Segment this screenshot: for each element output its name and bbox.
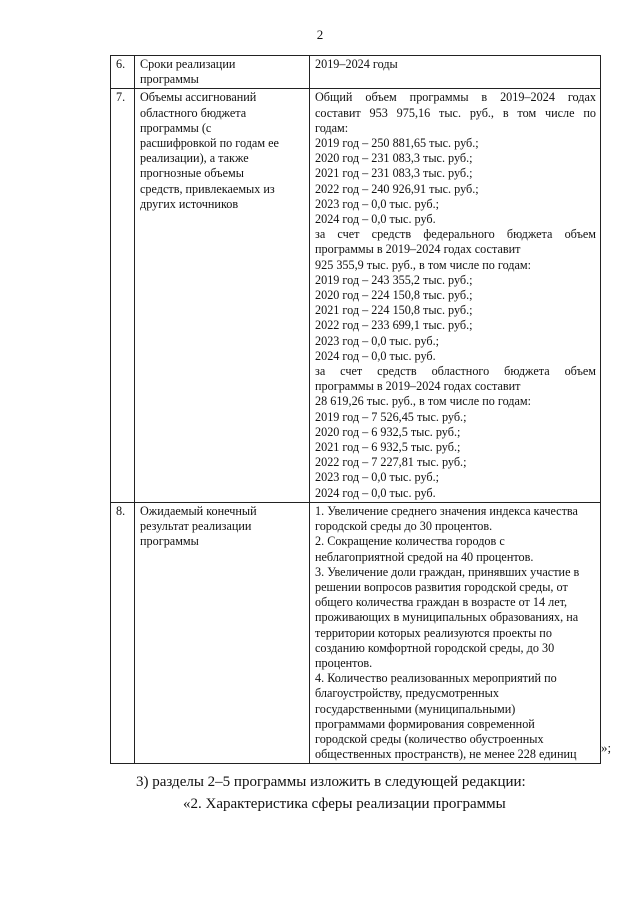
amendment-item-3: 3) разделы 2–5 программы изложить в следующей редакции: bbox=[136, 774, 526, 790]
value-line: 1. Увеличение среднего значения индекса качества bbox=[315, 503, 578, 518]
value-line: программы в 2019–2024 годах составит bbox=[315, 379, 521, 394]
value-line: созданию комфортной городской среды, до 30 bbox=[315, 640, 555, 655]
label-line: других источников bbox=[140, 196, 239, 211]
row-number: 7. bbox=[111, 89, 135, 502]
value-line: 2022 год – 233 699,1 тыс. руб.; bbox=[315, 318, 473, 333]
value-line: общего количества граждан в возрасте от 14 лет, bbox=[315, 595, 568, 610]
value-line: за счет средств областного бюджета объем bbox=[315, 364, 596, 379]
row-value bbox=[310, 56, 601, 89]
value-line: 2021 год – 224 150,8 тыс. руб.; bbox=[315, 303, 473, 318]
table-row bbox=[111, 89, 601, 502]
value-line: 2024 год – 0,0 тыс. руб. bbox=[315, 485, 436, 500]
value-line: общественных пространств), не менее 228 единиц bbox=[315, 747, 577, 762]
value-line: процентов. bbox=[315, 655, 373, 670]
value-line: 4. Количество реализованных мероприятий по bbox=[315, 671, 557, 686]
value-line: 3. Увеличение доли граждан, принявших участие в bbox=[315, 564, 580, 579]
value-line: 2021 год – 6 932,5 тыс. руб.; bbox=[315, 440, 461, 455]
value-line: за счет средств федерального бюджета объем bbox=[315, 227, 596, 242]
program-passport-table bbox=[110, 55, 601, 764]
value-line: городской среды (количество обустроенных bbox=[315, 731, 544, 746]
value-line: 2024 год – 0,0 тыс. руб. bbox=[315, 348, 436, 363]
row-label bbox=[135, 56, 310, 89]
value-line: составит 953 975,16 тыс. руб., в том числе по bbox=[315, 105, 596, 120]
value-line: 2. Сокращение количества городов с bbox=[315, 534, 505, 549]
value-line: 2020 год – 6 932,5 тыс. руб.; bbox=[315, 424, 461, 439]
row-value bbox=[310, 89, 601, 502]
label-line: реализации), а также bbox=[140, 151, 249, 166]
label-line: расшифровкой по годам ее bbox=[140, 136, 279, 151]
row-number: 6. bbox=[111, 56, 135, 89]
label-line: прогнозные объемы bbox=[140, 166, 244, 181]
label-line: программы (с bbox=[140, 120, 212, 135]
value-line: 2021 год – 231 083,3 тыс. руб.; bbox=[315, 166, 473, 181]
value-line: 2019 год – 243 355,2 тыс. руб.; bbox=[315, 272, 473, 287]
label-line: Объемы ассигнований bbox=[140, 90, 257, 105]
page-number: 2 bbox=[316, 27, 324, 42]
row-value bbox=[310, 502, 601, 763]
label-line: Ожидаемый конечный bbox=[140, 503, 257, 518]
value-line: неблагоприятной средой на 40 процентов. bbox=[315, 549, 534, 564]
row-label bbox=[135, 502, 310, 763]
label-line: Сроки реализации bbox=[140, 57, 236, 71]
section-heading: «2. Характеристика сферы реализации программы bbox=[183, 796, 506, 812]
value-line: территории которых реализуются проекты по bbox=[315, 625, 552, 640]
value-line: 2020 год – 231 083,3 тыс. руб.; bbox=[315, 151, 473, 166]
value-line: программами формирования современной bbox=[315, 716, 535, 731]
value-line: городской среды до 30 процентов. bbox=[315, 519, 493, 534]
value-line: 2023 год – 0,0 тыс. руб.; bbox=[315, 196, 440, 211]
value-line: Общий объем программы в 2019–2024 годах bbox=[315, 90, 596, 105]
row-number: 8. bbox=[111, 502, 135, 763]
value-line: 2020 год – 224 150,8 тыс. руб.; bbox=[315, 288, 473, 303]
value-line: решении вопросов развития городской среды, от bbox=[315, 579, 568, 594]
value-line: 2019 год – 250 881,65 тыс. руб.; bbox=[315, 136, 479, 151]
table-row bbox=[111, 56, 601, 89]
value-line: 2024 год – 0,0 тыс. руб. bbox=[315, 212, 436, 227]
value-line: 2023 год – 0,0 тыс. руб.; bbox=[315, 333, 440, 348]
table-row bbox=[111, 502, 601, 763]
value-line: 2023 год – 0,0 тыс. руб.; bbox=[315, 470, 440, 485]
value-line: 2019 год – 7 526,45 тыс. руб.; bbox=[315, 409, 467, 424]
value-line: 2019–2024 годы bbox=[315, 57, 398, 71]
value-line: годам: bbox=[315, 120, 349, 135]
value-line: благоустройству, предусмотренных bbox=[315, 686, 499, 701]
value-line: государственными (муниципальными) bbox=[315, 701, 516, 716]
label-line: программы bbox=[140, 72, 199, 87]
label-line: областного бюджета bbox=[140, 105, 247, 120]
value-line: проживающих в муниципальных образованиях, на bbox=[315, 610, 579, 625]
closing-quote: »; bbox=[601, 740, 612, 755]
value-line: 28 619,26 тыс. руб., в том числе по годам: bbox=[315, 394, 532, 409]
label-line: результат реализации bbox=[140, 519, 252, 534]
value-line: 2022 год – 7 227,81 тыс. руб.; bbox=[315, 455, 467, 470]
value-line: 2022 год – 240 926,91 тыс. руб.; bbox=[315, 181, 479, 196]
label-line: программы bbox=[140, 534, 199, 549]
label-line: средств, привлекаемых из bbox=[140, 181, 275, 196]
row-label bbox=[135, 89, 310, 502]
value-line: программы в 2019–2024 годах составит bbox=[315, 242, 521, 257]
value-line: 925 355,9 тыс. руб., в том числе по годам: bbox=[315, 257, 532, 272]
